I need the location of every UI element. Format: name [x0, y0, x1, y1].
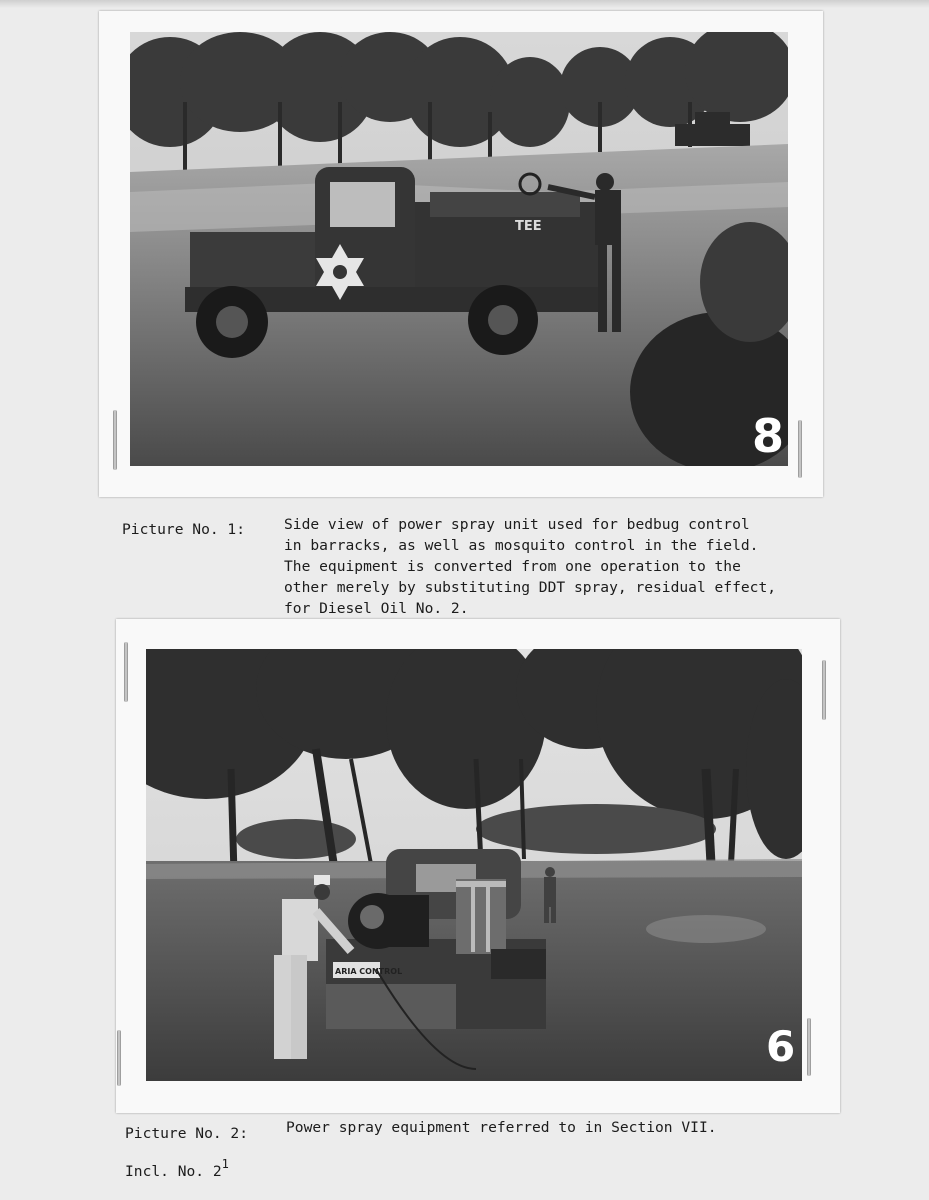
picture-1-caption-line: for Diesel Oil No. 2.	[284, 600, 469, 617]
inclosure-text: Incl. No. 2	[125, 1163, 222, 1180]
scan-edge-shadow	[0, 0, 929, 8]
picture-1-label: Picture No. 1:	[122, 521, 246, 538]
picture-1-caption-line: Side view of power spray unit used for bedbug control	[284, 516, 750, 533]
picture-1-caption-line: other merely by substituting DDT spray, residual effect,	[284, 579, 777, 596]
staple	[807, 1018, 811, 1076]
picture-2-caption-line: Power spray equipment referred to in Section VII.	[286, 1119, 717, 1136]
staple	[822, 660, 826, 720]
staple	[124, 642, 128, 702]
staple	[113, 410, 117, 470]
picture-1-caption-line: in barracks, as well as mosquito control in the field.	[284, 537, 759, 554]
inclosure-superscript: 1	[221, 1157, 229, 1171]
photo-number-stamp: 8	[752, 409, 785, 463]
picture-1-caption-line: The equipment is converted from one operation to the	[284, 558, 741, 575]
truck-plate-text: ARIA CONTROL	[335, 967, 403, 976]
truck-side-lettering: TEE	[515, 219, 542, 234]
staple	[117, 1030, 121, 1086]
photo-spray-truck-side-view	[130, 32, 788, 466]
inclosure-number	[125, 1157, 229, 1183]
picture-2-label: Picture No. 2:	[125, 1125, 249, 1142]
staple	[798, 420, 802, 478]
photo-spray-equipment-rear-view	[146, 649, 802, 1081]
photo-number-stamp: 6	[766, 1022, 796, 1071]
